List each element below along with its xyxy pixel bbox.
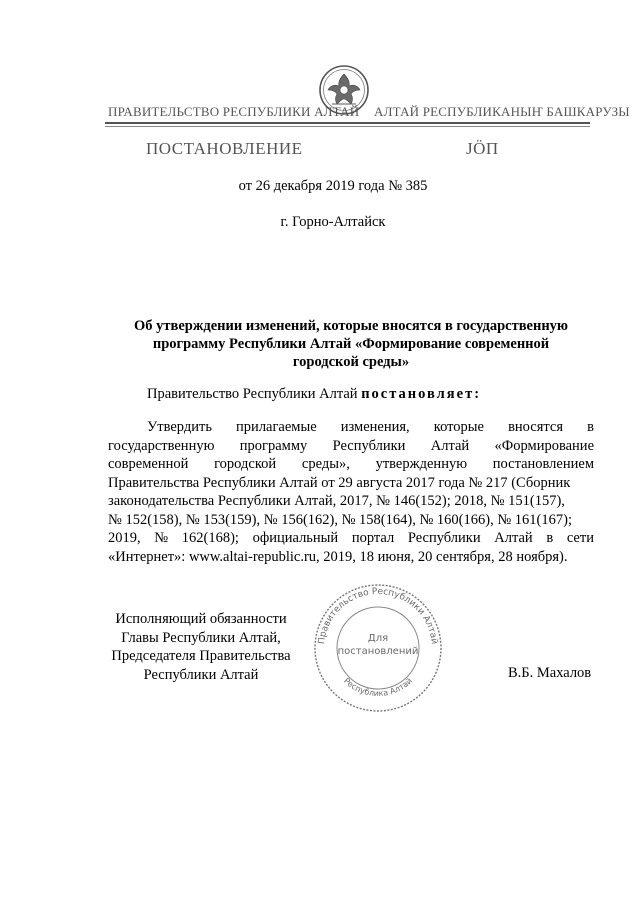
- body-word: Алтай: [494, 530, 533, 546]
- body-word: сети: [566, 530, 594, 546]
- body-line: [108, 455, 594, 474]
- body-word: в: [587, 419, 594, 435]
- body-word: вносятся: [508, 419, 564, 435]
- resolve-clause: [147, 386, 481, 403]
- seal-center-line: Для: [367, 633, 389, 644]
- resolve-word: постановляет:: [361, 386, 482, 402]
- body-word: 2019,: [108, 530, 141, 546]
- body-line: [108, 511, 594, 530]
- position-line: Председателя Правительства: [111, 648, 291, 664]
- seal-center-line: постановлений: [337, 646, 419, 657]
- body-word: постановлением: [492, 456, 594, 472]
- body-word: Алтай: [430, 437, 470, 454]
- doc-type-right: ЈӦП: [466, 139, 499, 158]
- body-line: [108, 418, 594, 437]
- body-word: портал: [351, 530, 395, 546]
- body-word: Правительства Республики Алтай от 29 августа 2017 года № 217 (Сборник: [108, 474, 571, 491]
- body-word: 162(168);: [181, 530, 239, 546]
- body-line: [108, 548, 594, 567]
- title-line: городской среды»: [292, 354, 410, 370]
- position-line: Исполняющий обязанности: [115, 611, 287, 627]
- seal-outer-text: Правительство Республики Алтай: [317, 586, 439, 645]
- body-word: Республики: [332, 437, 406, 454]
- document-title: [108, 317, 594, 371]
- document-body: [108, 418, 594, 566]
- position-line: Республики Алтай: [143, 666, 259, 683]
- title-line: Об утверждении изменений, которые вносятся в государственную: [133, 318, 569, 334]
- header-divider: [105, 122, 590, 124]
- body-line: [108, 437, 594, 456]
- resolve-prefix: Правительство Республики Алтай: [147, 386, 362, 402]
- body-word: в: [546, 530, 554, 546]
- body-word: среды»,: [301, 456, 350, 472]
- body-word: Республики: [407, 530, 481, 546]
- body-word: законодательства Республики Алтай, 2017, № 146(152); 2018, № 151(157),: [108, 493, 565, 509]
- header-org-right: АЛТАЙ РЕСПУБЛИКАНЫҤ БАШКАРУЗЫ: [374, 104, 630, 119]
- body-word: «Интернет»: www.altai-republic.ru, 2019, 18 июня, 20 сентября, 28 ноября).: [108, 548, 568, 565]
- title-line: программу Республики Алтай «Формирование современной: [152, 336, 550, 352]
- seal-center-text: [312, 632, 444, 658]
- body-word: современной: [108, 456, 189, 472]
- header-divider-thin: [105, 126, 590, 127]
- document-city: г. Горно-Алтайск: [280, 214, 386, 230]
- header-org-left: ПРАВИТЕЛЬСТВО РЕСПУБЛИКИ АЛТАЙ: [108, 104, 360, 119]
- body-word: утвержденную: [375, 456, 468, 472]
- doc-type-left: ПОСТАНОВЛЕНИЕ: [146, 139, 303, 158]
- body-word: прилагаемые: [236, 419, 317, 435]
- document-date: от 26 декабря 2019 года № 385: [238, 178, 428, 194]
- body-word: городской: [214, 456, 277, 472]
- position-line: Главы Республики Алтай,: [121, 629, 281, 646]
- body-word: «Формирование: [494, 437, 594, 454]
- body-line: [108, 474, 594, 493]
- body-word: которые: [433, 419, 484, 435]
- body-line: [108, 529, 594, 548]
- body-line: [108, 492, 594, 511]
- body-word: № 152(158), № 153(159), № 156(162), № 158(164), № 160(166), № 161(167);: [108, 511, 572, 528]
- body-word: программу: [239, 437, 308, 454]
- body-word: №: [154, 530, 169, 546]
- body-word: официальный: [252, 530, 339, 546]
- body-word: государственную: [108, 437, 215, 454]
- signatory-name: В.Б. Махалов: [508, 665, 592, 681]
- body-word: Утвердить: [147, 419, 212, 435]
- body-word: изменения,: [340, 419, 410, 435]
- signatory-position: [108, 610, 294, 684]
- seal-bottom-text: Республика Алтай: [342, 676, 414, 699]
